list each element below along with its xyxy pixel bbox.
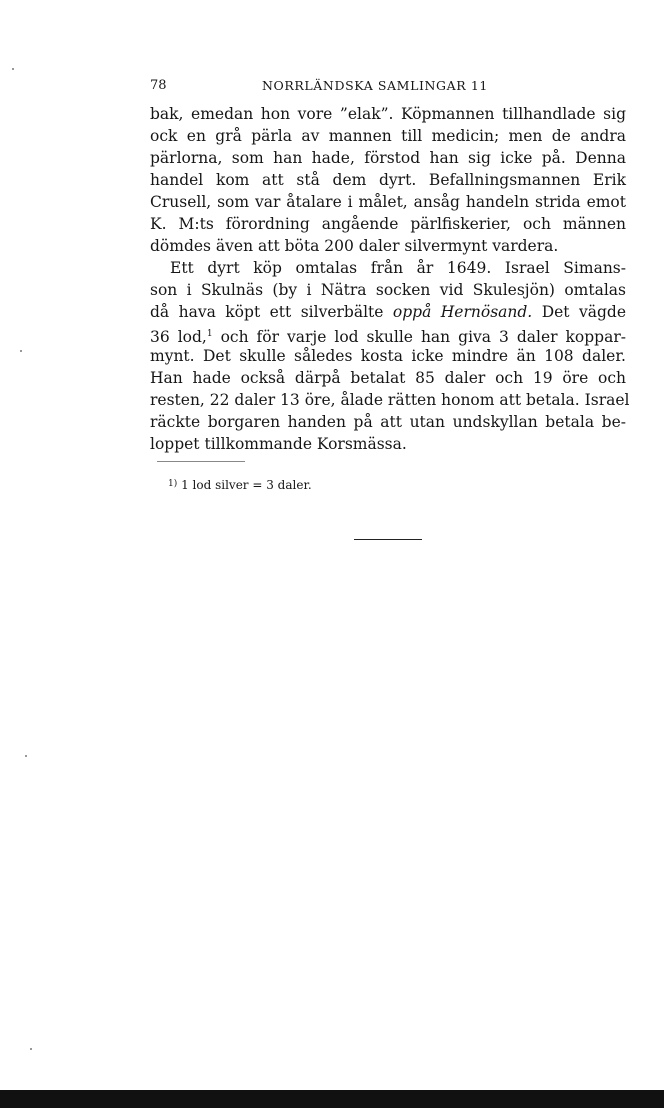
italic-place-name: oppå Hernösand.: [392, 303, 533, 321]
scan-edge-bar: [0, 1090, 664, 1108]
end-rule: [354, 539, 422, 540]
text-line: loppet tillkommande Korsmässa.: [150, 435, 407, 453]
text-line: resten, 22 daler 13 öre, ålade rätten honom att betala. Israel: [150, 391, 630, 409]
text-line: mynt. Det skulle således kosta icke mindre än 108 daler.: [150, 347, 626, 365]
text-line: ock en grå pärla av mannen till medicin; men de andra: [150, 127, 626, 145]
text-line: K. M:ts förordning angående pärlfiskerier, och männen: [150, 215, 626, 233]
scan-speck: [12, 68, 14, 70]
text-line: dömdes även att böta 200 daler silvermynt vardera.: [150, 237, 559, 255]
text-line: son i Skulnäs (by i Nätra socken vid Skulesjön) omtalas: [150, 281, 626, 299]
text-segment: då hava köpt ett silverbälte: [150, 303, 384, 321]
text-line: räckte borgaren handen på att utan undskyllan betala be-: [150, 413, 626, 431]
scan-speck: [20, 350, 22, 352]
scan-speck: [25, 755, 27, 757]
text-line: bak, emedan hon vore ”elak”. Köpmannen tillhandlade sig: [150, 105, 626, 123]
footnote-text: 1 lod silver = 3 daler.: [181, 478, 312, 492]
running-title: NORRLÄNDSKA SAMLINGAR 11: [262, 78, 488, 93]
page-number: 78: [150, 78, 167, 93]
footnote-marker: 1): [168, 479, 178, 489]
text-line: [150, 323, 626, 345]
text-line: Han hade också därpå betalat 85 daler och 19 öre och: [150, 369, 626, 387]
text-line: Crusell, som var åtalare i målet, ansåg handeln strida emot: [150, 193, 626, 211]
paragraph-start-line: Ett dyrt köp omtalas från år 1649. Israel Simans-: [170, 259, 626, 277]
text-segment: Det vägde: [541, 303, 626, 321]
footnote-reference: 1: [206, 329, 213, 339]
text-segment: och för varje lod skulle han giva 3 daler koppar-: [220, 328, 626, 347]
page-header: [150, 78, 626, 98]
scan-speck: [30, 1048, 32, 1050]
text-line: [150, 301, 626, 323]
footnote: [168, 478, 312, 492]
text-line: pärlorna, som han hade, förstod han sig icke på. Denna: [150, 149, 626, 167]
footnote-divider: [157, 461, 245, 462]
text-segment: 36 lod,: [150, 328, 207, 347]
text-line: handel kom att stå dem dyrt. Befallningsmannen Erik: [150, 171, 626, 189]
body-text: [150, 103, 630, 455]
